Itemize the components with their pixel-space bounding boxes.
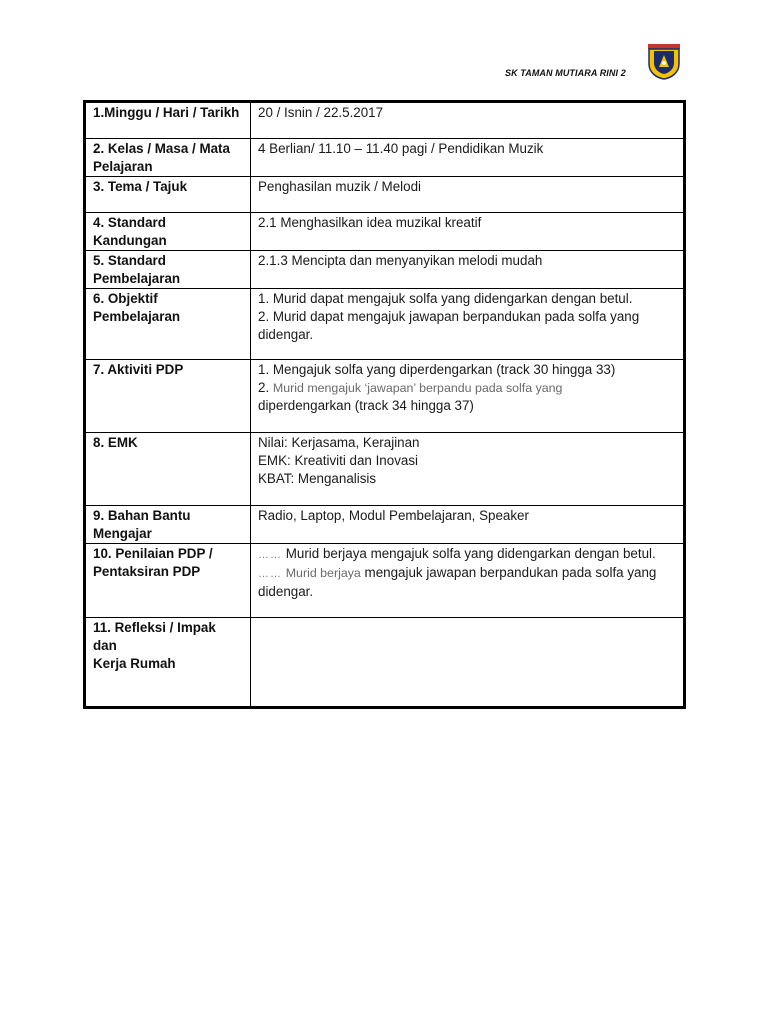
row-value: …… Murid berjaya mengajuk solfa yang didengarkan dengan betul. …… Murid berjaya mengajuk jawapan berpandukan pada solfa yang didengar. xyxy=(251,544,685,618)
table-row xyxy=(85,213,685,251)
row-value xyxy=(251,618,685,708)
row-value: Penghasilan muzik / Melodi xyxy=(251,177,685,213)
row-label: 3. Tema / Tajuk xyxy=(85,177,251,213)
table-row xyxy=(85,544,685,618)
row-value: 4 Berlian/ 11.10 – 11.40 pagi / Pendidikan Muzik xyxy=(251,139,685,177)
table-row xyxy=(85,506,685,544)
row-label: 6. Objektif Pembelajaran xyxy=(85,289,251,360)
lesson-plan-table xyxy=(83,100,686,709)
row-label: 4. Standard Kandungan xyxy=(85,213,251,251)
school-crest-icon xyxy=(648,44,680,80)
row-value: Radio, Laptop, Modul Pembelajaran, Speaker xyxy=(251,506,685,544)
row-label: 10. Penilaian PDP / Pentaksiran PDP xyxy=(85,544,251,618)
row-value: Nilai: Kerjasama, Kerajinan EMK: Kreativiti dan Inovasi KBAT: Menganalisis xyxy=(251,433,685,506)
table-row xyxy=(85,618,685,708)
row-value: 1. Murid dapat mengajuk solfa yang didengarkan dengan betul. 2. Murid dapat mengajuk jawapan berpandukan pada solfa yang didengar. xyxy=(251,289,685,360)
row-value: 20 / Isnin / 22.5.2017 xyxy=(251,102,685,139)
row-label: 11. Refleksi / Impak dan Kerja Rumah xyxy=(85,618,251,708)
table-row xyxy=(85,139,685,177)
table-row xyxy=(85,360,685,433)
table-row xyxy=(85,177,685,213)
row-label: 7. Aktiviti PDP xyxy=(85,360,251,433)
row-label: 5. Standard Pembelajaran xyxy=(85,251,251,289)
table-row xyxy=(85,433,685,506)
table-row xyxy=(85,102,685,139)
row-label: 8. EMK xyxy=(85,433,251,506)
table-row xyxy=(85,251,685,289)
row-value: 2.1.3 Mencipta dan menyanyikan melodi mudah xyxy=(251,251,685,289)
row-value: 1. Mengajuk solfa yang diperdengarkan (track 30 hingga 33) 2. Murid mengajuk ‘jawapan’ berpandu pada solfa yang diperdengarkan (track 34 hingga 37) xyxy=(251,360,685,433)
row-label: 1.Minggu / Hari / Tarikh xyxy=(85,102,251,139)
table-row xyxy=(85,289,685,360)
row-label: 2. Kelas / Masa / Mata Pelajaran xyxy=(85,139,251,177)
row-value: 2.1 Menghasilkan idea muzikal kreatif xyxy=(251,213,685,251)
school-name: SK TAMAN MUTIARA RINI 2 xyxy=(505,68,626,78)
row-label: 9. Bahan Bantu Mengajar xyxy=(85,506,251,544)
